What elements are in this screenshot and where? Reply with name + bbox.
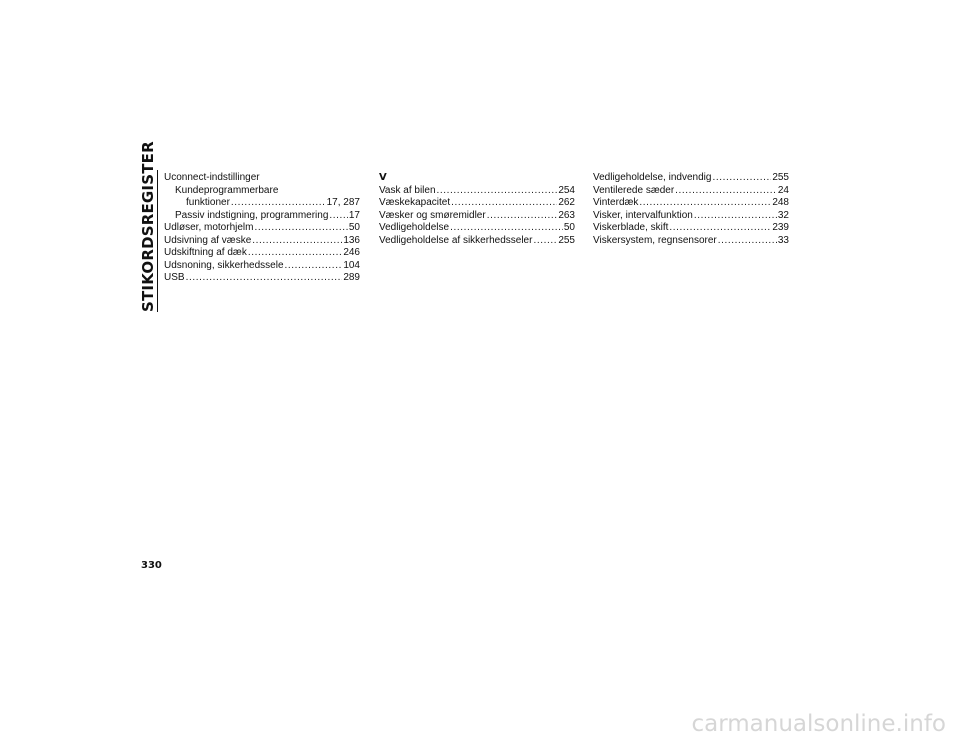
entry-text: Udskiftning af dæk bbox=[164, 247, 247, 258]
entry-text: Vedligeholdelse, indvendig bbox=[593, 172, 712, 183]
index-entry bbox=[379, 210, 575, 223]
dot-leader bbox=[186, 272, 343, 285]
index-entry bbox=[593, 185, 789, 198]
dot-leader bbox=[639, 197, 771, 210]
index-entry bbox=[164, 185, 360, 198]
entry-page: 136 bbox=[343, 234, 360, 246]
section-title: STIKORDSREGISTER bbox=[139, 141, 157, 312]
watermark-text: carmanualsonline.info bbox=[691, 711, 946, 737]
entry-text: Viskerblade, skift bbox=[593, 222, 669, 233]
index-entry bbox=[593, 235, 789, 248]
index-entry bbox=[379, 185, 575, 198]
entry-page: 255 bbox=[558, 234, 575, 246]
dot-leader bbox=[248, 247, 342, 260]
index-entry bbox=[164, 247, 360, 260]
entry-page: 263 bbox=[558, 209, 575, 221]
index-entry bbox=[164, 272, 360, 285]
entry-page: 24 bbox=[777, 184, 789, 196]
entry-text: Viskersystem, regnsensorer bbox=[593, 234, 717, 246]
entry-text: Vinterdæk bbox=[593, 197, 639, 208]
index-entry bbox=[164, 197, 360, 210]
entry-text: Kundeprogrammerbare bbox=[175, 184, 279, 196]
entry-text: Passiv indstigning, programmering bbox=[175, 209, 329, 221]
index-entry bbox=[593, 197, 789, 210]
entry-page: 289 bbox=[343, 272, 360, 283]
dot-leader bbox=[712, 172, 771, 185]
entry-text: Vask af bilen bbox=[379, 184, 436, 196]
dot-leader bbox=[450, 222, 563, 235]
index-entry bbox=[593, 210, 789, 223]
entry-page: 17 bbox=[348, 209, 360, 221]
index-entry bbox=[164, 172, 360, 185]
entry-text: USB bbox=[164, 272, 185, 283]
entry-page: 248 bbox=[772, 197, 789, 208]
entry-page: 17, 287 bbox=[326, 197, 360, 208]
entry-text: Uconnect-indstillinger bbox=[164, 172, 260, 183]
entry-text: Væskekapacitet bbox=[379, 197, 451, 208]
dot-leader bbox=[451, 197, 557, 210]
dot-leader bbox=[437, 185, 558, 198]
entry-text: Vedligeholdelse af sikkerhedsseler bbox=[379, 234, 533, 246]
dot-leader bbox=[487, 210, 558, 223]
entry-text: Ventilerede sæder bbox=[593, 184, 675, 196]
dot-leader bbox=[533, 235, 557, 248]
index-entry bbox=[593, 172, 789, 185]
section-divider bbox=[157, 170, 158, 312]
index-entry bbox=[379, 197, 575, 210]
page-number: 330 bbox=[141, 560, 162, 571]
entry-page: 254 bbox=[558, 184, 575, 196]
index-entry bbox=[593, 222, 789, 235]
dot-leader bbox=[285, 260, 343, 273]
dot-leader bbox=[329, 210, 347, 223]
index-entry bbox=[379, 222, 575, 235]
entry-page: 246 bbox=[343, 247, 360, 258]
index-column-1 bbox=[164, 172, 360, 285]
entry-page: 33 bbox=[777, 234, 789, 246]
index-entry bbox=[164, 210, 360, 223]
entry-text: funktioner bbox=[186, 197, 230, 208]
entry-text: Visker, intervalfunktion bbox=[593, 209, 693, 221]
entry-text: Vedligeholdelse bbox=[379, 222, 450, 233]
index-entry bbox=[379, 235, 575, 248]
index-column-2 bbox=[379, 172, 575, 247]
dot-leader bbox=[231, 197, 326, 210]
index-entry bbox=[164, 260, 360, 273]
entry-page: 255 bbox=[772, 172, 789, 183]
dot-leader bbox=[694, 210, 777, 223]
entry-text: Udsivning af væske bbox=[164, 234, 252, 246]
entry-page: 262 bbox=[558, 197, 575, 208]
index-entry bbox=[164, 235, 360, 248]
entry-text: Væsker og smøremidler bbox=[379, 209, 486, 221]
entry-page: 104 bbox=[343, 259, 360, 271]
index-entry bbox=[164, 222, 360, 235]
letter-heading: V bbox=[379, 172, 387, 183]
entry-page: 32 bbox=[777, 209, 789, 221]
entry-text: Udløser, motorhjelm bbox=[164, 222, 254, 233]
index-column-3 bbox=[593, 172, 789, 247]
dot-leader bbox=[675, 185, 777, 198]
entry-page: 50 bbox=[348, 222, 360, 233]
dot-leader bbox=[252, 235, 342, 248]
dot-leader bbox=[718, 235, 777, 248]
dot-leader bbox=[254, 222, 347, 235]
entry-text: Udsnoning, sikkerhedssele bbox=[164, 259, 284, 271]
dot-leader bbox=[669, 222, 771, 235]
entry-page: 239 bbox=[772, 222, 789, 233]
entry-page: 50 bbox=[563, 222, 575, 233]
